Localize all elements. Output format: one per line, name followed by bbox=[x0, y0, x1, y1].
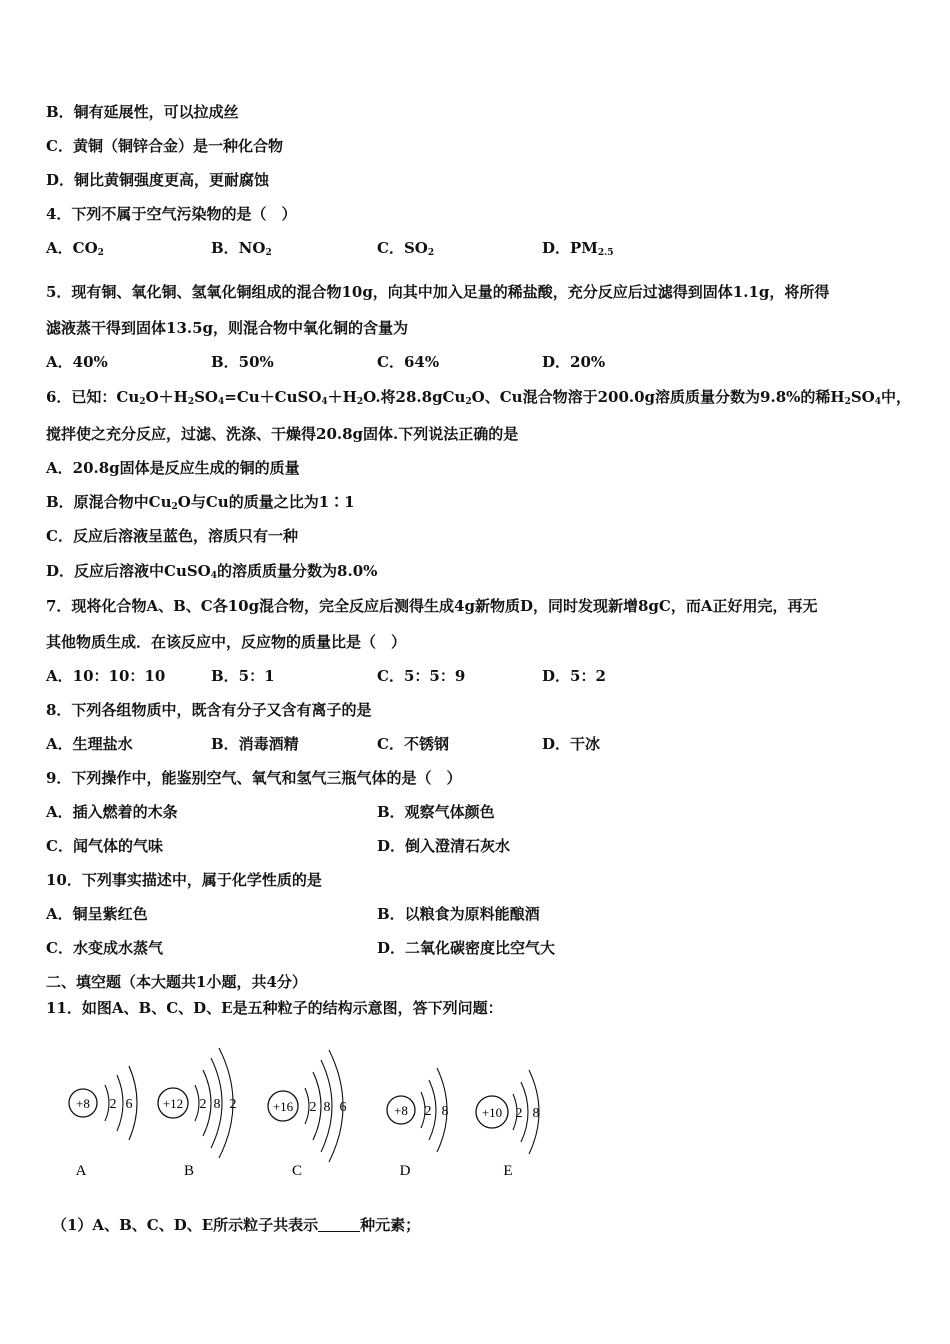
q4-option-a: A．$CO_2$ bbox=[46, 239, 104, 258]
q5-option-a: A．40% bbox=[46, 353, 108, 371]
q10-option-a: A．铜呈紫红色 bbox=[46, 905, 148, 923]
q9-option-c: C．闻气体的气味 bbox=[46, 837, 163, 855]
shell-electrons: 2 bbox=[229, 1097, 237, 1112]
q7-stem-line1: 7．现将化合物A、B、C各10g混合物，完全反应后测得生成4g新物质D，同时发现新增8gC，而A正好用完，再无 bbox=[46, 597, 818, 615]
shell-electrons: 2 bbox=[309, 1100, 317, 1115]
q5-option-d: D．20% bbox=[542, 353, 606, 371]
q4-option-d: D．$PM_{2.5}$ bbox=[542, 239, 614, 258]
nucleus-charge: +10 bbox=[481, 1105, 503, 1120]
nucleus-charge: +12 bbox=[162, 1096, 184, 1111]
q3-option-c: C．黄铜（铜锌合金）是一种化合物 bbox=[46, 137, 283, 155]
q5-option-b: B．50% bbox=[211, 353, 274, 371]
q7-option-b: B．5：1 bbox=[211, 667, 275, 685]
q5-option-c: C．64% bbox=[377, 353, 440, 371]
q8-option-d: D．干冰 bbox=[542, 735, 601, 753]
shell-electrons: 8 bbox=[441, 1104, 449, 1119]
q9-option-d: D．倒入澄清石灰水 bbox=[377, 837, 511, 855]
shell-electrons: 8 bbox=[323, 1100, 331, 1115]
particle-label: A bbox=[75, 1163, 87, 1179]
q9-option-b: B．观察气体颜色 bbox=[377, 803, 495, 821]
q6-option-b: B．原混合物中$Cu_2O$与Cu的质量之比为1∶1 bbox=[46, 493, 355, 512]
particle-label: D bbox=[399, 1163, 411, 1179]
q8-option-b: B．消毒酒精 bbox=[211, 735, 299, 753]
q10-stem: 10．下列事实描述中，属于化学性质的是 bbox=[46, 871, 322, 889]
q4-option-b: B．$NO_2$ bbox=[211, 239, 272, 258]
q10-option-b: B．以粮食为原料能酿酒 bbox=[377, 905, 540, 923]
q7-option-c: C．5：5：9 bbox=[377, 667, 466, 685]
shell-electrons: 8 bbox=[213, 1097, 221, 1112]
q6-option-d: D．反应后溶液中CuSO$_4$的溶质质量分数为8.0% bbox=[46, 562, 378, 581]
shell-electrons: 8 bbox=[532, 1106, 540, 1121]
q8-stem: 8．下列各组物质中，既含有分子又含有离子的是 bbox=[46, 701, 372, 719]
shell-electrons: 2 bbox=[199, 1097, 207, 1112]
q8-option-a: A．生理盐水 bbox=[46, 735, 133, 753]
shell-electrons: 2 bbox=[424, 1104, 432, 1119]
particle-b bbox=[158, 1048, 237, 1179]
q7-option-d: D．5：2 bbox=[542, 667, 606, 685]
answer-blank[interactable] bbox=[318, 1217, 360, 1232]
q7-option-a: A．10：10：10 bbox=[46, 667, 166, 685]
q10-option-d: D．二氧化碳密度比空气大 bbox=[377, 939, 556, 957]
q11-stem: 11．如图A、B、C、D、E是五种粒子的结构示意图，答下列问题： bbox=[46, 999, 503, 1017]
shell-electrons: 6 bbox=[339, 1100, 347, 1115]
q3-option-b: B．铜有延展性，可以拉成丝 bbox=[46, 103, 239, 121]
q4-option-c: C．$SO_2$ bbox=[377, 239, 435, 258]
q5-stem-line2: 滤液蒸干得到固体13.5g，则混合物中氧化铜的含量为 bbox=[46, 319, 409, 337]
q8-option-c: C．不锈钢 bbox=[377, 735, 449, 753]
nucleus-charge: +8 bbox=[394, 1103, 408, 1118]
q9-option-a: A．插入燃着的木条 bbox=[46, 803, 178, 821]
q6-option-a: A．20.8g固体是反应生成的铜的质量 bbox=[46, 459, 300, 477]
q4-stem: 4．下列不属于空气污染物的是（ ） bbox=[46, 205, 297, 223]
q11-subquestion-1: （1）A、B、C、D、E所示粒子共表示 种元素； bbox=[52, 1216, 421, 1234]
nucleus-charge: +8 bbox=[76, 1096, 90, 1111]
particle-c bbox=[268, 1050, 347, 1179]
q10-option-c: C．水变成水蒸气 bbox=[46, 939, 163, 957]
shell-electrons: 2 bbox=[515, 1106, 523, 1121]
q9-stem: 9．下列操作中，能鉴别空气、氧气和氢气三瓶气体的是（ ） bbox=[46, 769, 462, 787]
q7-stem-line2: 其他物质生成．在该反应中，反应物的质量比是（ ） bbox=[46, 633, 407, 651]
nucleus-charge: +16 bbox=[272, 1099, 294, 1114]
shell-electrons: 2 bbox=[109, 1097, 117, 1112]
q6-stem-line2: 搅拌使之充分反应，过滤、洗涤、干燥得20.8g固体.下列说法正确的是 bbox=[46, 425, 519, 443]
shell-electrons: 6 bbox=[125, 1097, 133, 1112]
atomic-structure-diagrams bbox=[55, 1040, 575, 1190]
q3-option-d: D．铜比黄铜强度更高，更耐腐蚀 bbox=[46, 171, 270, 189]
section-heading-fill-in: 二、填空题（本大题共1小题，共4分） bbox=[46, 973, 307, 991]
q6-option-c: C．反应后溶液呈蓝色，溶质只有一种 bbox=[46, 527, 298, 545]
q6-stem-line1: 6．已知：$Cu_2O+H_2SO_4=Cu+CuSO_4+H_2O$.将28.8gCu$_2$O、Cu混合物溶于200.0g溶质质量分数为9.8%的稀$H_2SO_4$中， bbox=[46, 388, 912, 407]
particle-a bbox=[69, 1066, 137, 1179]
particle-label: E bbox=[503, 1163, 513, 1179]
particle-d bbox=[387, 1068, 449, 1179]
particle-label: C bbox=[291, 1163, 303, 1179]
particle-label: B bbox=[183, 1163, 195, 1179]
particle-e bbox=[476, 1070, 540, 1179]
q5-stem-line1: 5．现有铜、氧化铜、氢氧化铜组成的混合物10g，向其中加入足量的稀盐酸，充分反应后过滤得到固体1.1g，将所得 bbox=[46, 283, 830, 301]
